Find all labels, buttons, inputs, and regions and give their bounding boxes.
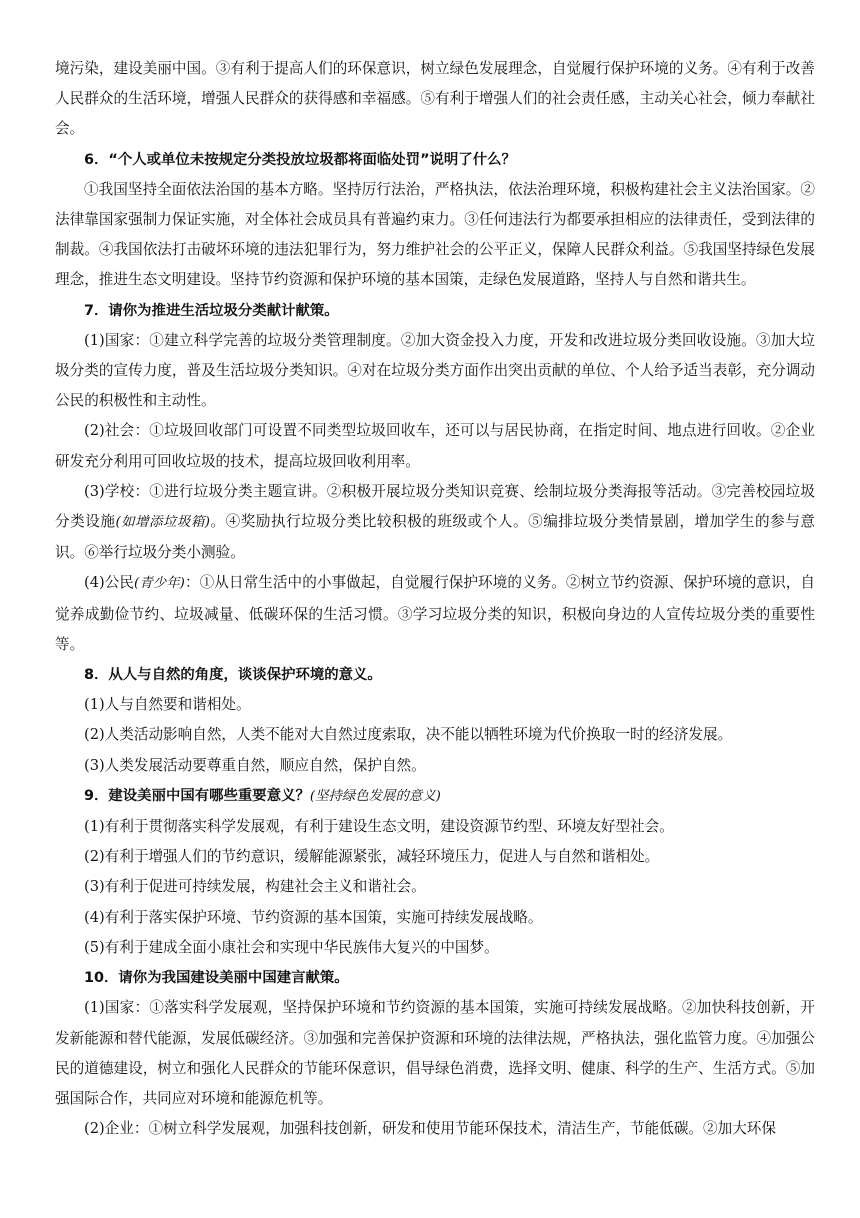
question-10-answer-national: (1)国家：①落实科学发展观，坚持保护环境和节约资源的基本国策，实施可持续发展战略。②加快科技创新，开发新能源和替代能源，发展低碳经济。③加强和完善保护资源和环境的法律法规，严格执法，强化监管力度。④加强公民的道德建设，树立和强化人民群众的节能环保意识，倡导绿色消费，选择文明、健康、科学的生产、生活方式。⑤加强国际合作，共同应对环境和能源危机等。 [55, 999, 815, 1107]
question-9-item: (4)有利于落实保护环境、节约资源的基本国策，实施可持续发展战略。 [84, 908, 543, 926]
school-text-a: (3)学校：①进行垃圾分类主题宣讲。②积极开展垃圾分类知识竞赛、绘制垃圾分类海报等活动。③完善校园垃圾分类设施 [55, 482, 815, 531]
citizen-text-a: (4)公民 [84, 574, 135, 592]
question-6-answer: ①我国坚持全面依法治国的基本方略。坚持厉行法治，严格执法，依法治理环境，积极构建社会主义法治国家。②法律靠国家强制力保证实施，对全体社会成员具有普遍约束力。③任何违法行为都要承担相应的法律责任，受到法律的制裁。④我国依法打击破坏环境的违法犯罪行为，努力维护社会的公平正义，保障人民群众利益。⑤我国坚持绿色发展理念，推进生态文明建设。坚持节约资源和保护环境的基本国策，走绿色发展道路，坚持人与自然和谐共生。 [55, 180, 815, 289]
question-10-title: 10．请你为我国建设美丽中国建言献策。 [84, 970, 349, 987]
question-9-title-text: 9．建设美丽中国有哪些重要意义？ [84, 787, 310, 804]
question-9-item: (3)有利于促进可持续发展，构建社会主义和谐社会。 [84, 878, 426, 896]
intro-paragraph: 境污染，建设美丽中国。③有利于提高人们的环保意识，树立绿色发展理念，自觉履行保护环境的义务。④有利于改善人民群众的生活环境，增强人民群众的获得感和幸福感。⑤有利于增强人们的社会责任感，主动关心社会，倾力奉献社会。 [55, 60, 815, 138]
school-note: (如增添垃圾箱) [115, 515, 211, 531]
citizen-note: (青少年) [134, 576, 185, 592]
question-9-item: (5)有利于建成全面小康社会和实现中华民族伟大复兴的中国梦。 [84, 938, 499, 956]
question-8-item: (3)人类发展活动要尊重自然，顺应自然，保护自然。 [84, 756, 426, 774]
question-7-answer-national: (1)国家：①建立科学完善的垃圾分类管理制度。②加大资金投入力度，开发和改进垃圾分类回收设施。③加大垃圾分类的宣传力度，普及生活垃圾分类知识。④对在垃圾分类方面作出突出贡献的单位、个人给予适当表彰，充分调动公民的积极性和主动性。 [55, 331, 815, 410]
question-9-item: (1)有利于贯彻落实科学发展观，有利于建设生态文明，建设资源节约型、环境友好型社会。 [84, 818, 674, 836]
question-8-item: (2)人类活动影响自然，人类不能对大自然过度索取，决不能以牺牲环境为代价换取一时的经济发展。 [84, 726, 733, 744]
question-7-title: 7．请你为推进生活垃圾分类献计献策。 [84, 302, 339, 319]
question-9-item: (2)有利于增强人们的节约意识，缓解能源紧张，减轻环境压力，促进人与自然和谐相处。 [84, 848, 660, 866]
question-8-title: 8．从人与自然的角度，谈谈保护环境的意义。 [84, 667, 382, 684]
question-9-title [55, 781, 815, 812]
school-text-b: 。④奖励执行垃圾分类比较积极的班级或个人。⑤编排垃圾分类情景剧，增加学生的参与意识。⑥举行垃圾分类小测验。 [55, 513, 815, 562]
question-9-note: (坚持绿色发展的意义) [309, 788, 441, 804]
question-7-answer-citizen [55, 568, 815, 660]
question-10-answer-enterprise: (2)企业：①树立科学发展观，加强科技创新，研发和使用节能环保技术，清洁生产，节能低碳。②加大环保 [84, 1120, 776, 1138]
question-8-item: (1)人与自然要和谐相处。 [84, 696, 251, 714]
citizen-text-b: ：①从日常生活中的小事做起，自觉履行保护环境的义务。②树立节约资源、保护环境的意识，自觉养成勤俭节约、垃圾减量、低碳环保的生活习惯。③学习垃圾分类的知识，积极向身边的人宣传垃圾分类的重要性等。 [55, 574, 815, 653]
question-6-title: 6．“个人或单位未按规定分类投放垃圾都将面临处罚”说明了什么？ [84, 151, 516, 168]
question-7-answer-society: (2)社会：①垃圾回收部门可设置不同类型垃圾回收车，还可以与居民协商，在指定时间、地点进行回收。②企业研发充分利用可回收垃圾的技术，提高垃圾回收利用率。 [55, 422, 815, 470]
question-7-answer-school [55, 477, 815, 569]
